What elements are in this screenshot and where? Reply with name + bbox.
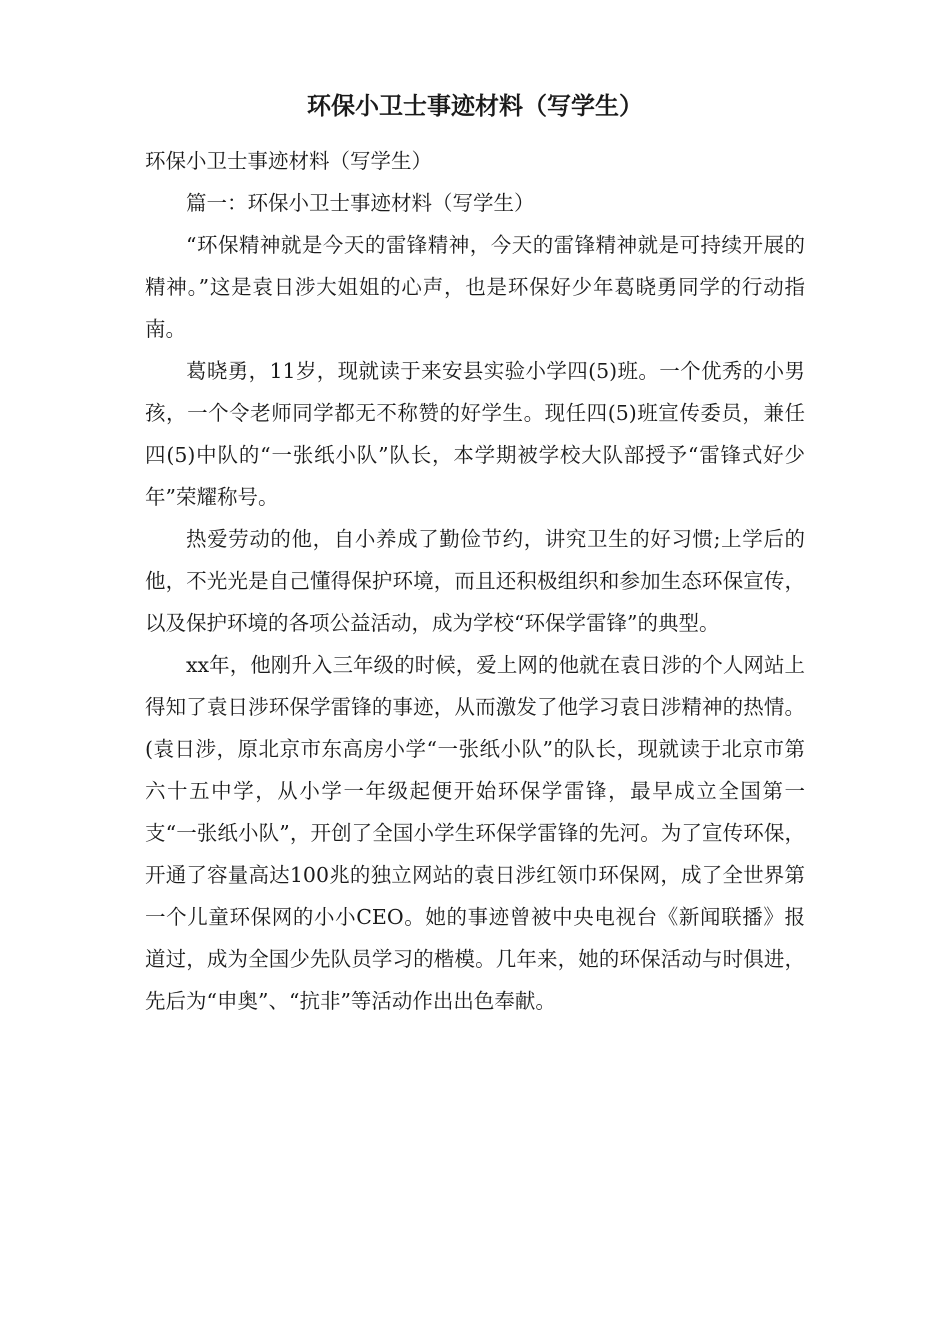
paragraph-subheading: 篇一：环保小卫士事迹材料（写学生）	[186, 191, 535, 215]
document-title: 环保小卫士事迹材料（写学生）	[307, 91, 643, 120]
paragraph-habits: 热爱劳动的他，自小养成了勤俭节约，讲究卫生的好习惯;上学后的他，不光光是自己懂得保护环境，而且还积极组织和参加生态环保宣传，以及保护环境的各项公益活动，成为学校“环保学雷锋”的典型。	[145, 527, 805, 635]
paragraph-intro: 葛晓勇，11岁，现就读于来安县实验小学四(5)班。一个优秀的小男孩，一个令老师同学都无不称赞的好学生。现任四(5)班宣传委员，兼任四(5)中队的“一张纸小队”队长，本学期被学校大队部授予“雷锋式好少年”荣耀称号。	[145, 359, 805, 509]
paragraph-heading: 环保小卫士事迹材料（写学生）	[145, 149, 432, 173]
paragraph-inspiration: xx年，他刚升入三年级的时候，爱上网的他就在袁日涉的个人网站上得知了袁日涉环保学雷锋的事迹，从而激发了他学习袁日涉精神的热情。(袁日涉，原北京市东高房小学“一张纸小队”的队长，现就读于北京市第六十五中学，从小学一年级起便开始环保学雷锋，最早成立全国第一支“一张纸小队”，开创了全国小学生环保学雷锋的先河。为了宣传环保，开通了容量高达100兆的独立网站的袁日涉红领巾环保网，成了全世界第一个儿童环保网的小小CEO。她的事迹曾被中央电视台《新闻联播》报道过，成为全国少先队员学习的楷模。几年来，她的环保活动与时俱进，先后为“申奥”、“抗非”等活动作出出色奉献。	[145, 653, 805, 1013]
paragraph-quote: “环保精神就是今天的雷锋精神，今天的雷锋精神就是可持续开展的精神。”这是袁日涉大姐姐的心声，也是环保好少年葛晓勇同学的行动指南。	[145, 233, 805, 341]
document-body	[145, 140, 805, 1022]
